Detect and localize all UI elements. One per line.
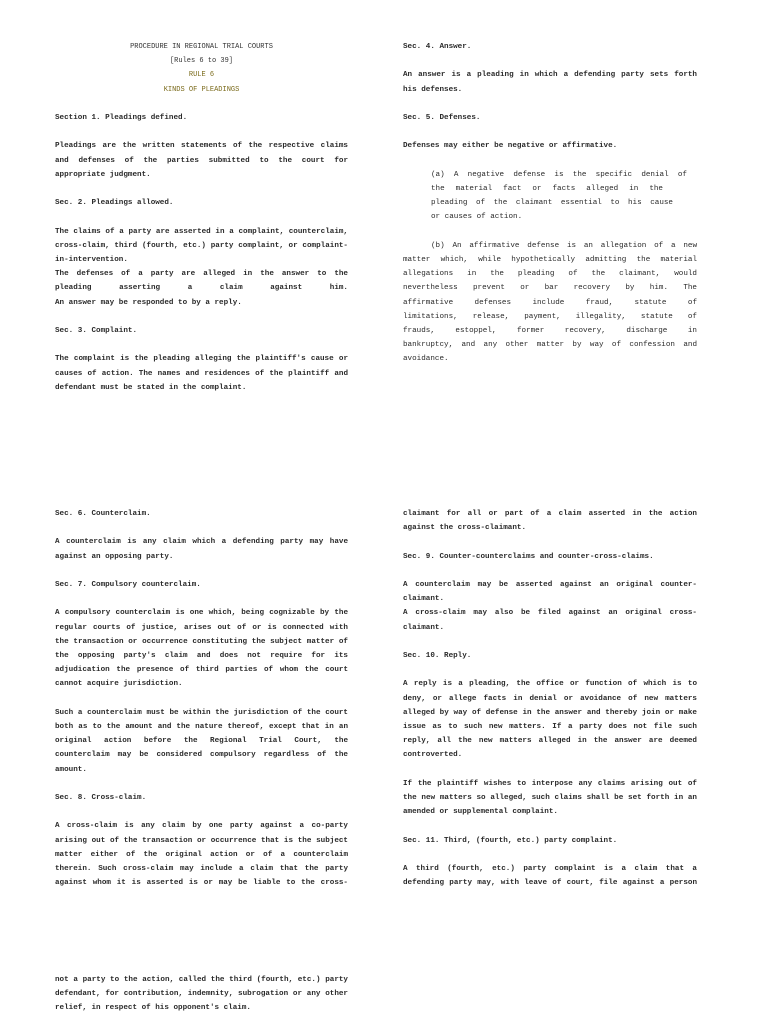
- text-line: the transaction or occurrence constituting the subject matter of: [55, 637, 348, 646]
- left-column: [55, 507, 348, 890]
- text-line: Pleadings are the written statements of the respective claims: [55, 142, 348, 151]
- document-page-1: [0, 0, 768, 500]
- text-line: against whom it is asserted is or may be liable to the cross-: [55, 879, 348, 888]
- left-column: [55, 111, 348, 395]
- text-line: A cross-claim may also be filed against an original cross-: [403, 609, 697, 618]
- text-line: The claims of a party are asserted in a complaint, counterclaim,: [55, 227, 348, 236]
- text-line: bankruptcy, and any other matter by way of confession and: [403, 341, 697, 350]
- section-heading: Sec. 9. Counter-counterclaims and counter-cross-claims.: [403, 552, 654, 561]
- text-line: both as to the amount and the nature thereof, except that in an: [55, 722, 348, 731]
- text-line: causes of action. The names and residences of the plaintiff and: [55, 369, 348, 378]
- text-line: An answer is a pleading in which a defending party sets forth: [403, 71, 697, 80]
- text-line: the opposing party's claim and does not require for its: [55, 651, 348, 660]
- text-line: the new matters so alleged, such claims shall be set forth in an: [403, 793, 697, 802]
- text-line: defendant must be stated in the complaint.: [55, 383, 247, 392]
- section-heading: Sec. 4. Answer.: [403, 43, 472, 51]
- text-line: deny, or allege facts in denial or avoidance of new matters: [403, 694, 697, 703]
- text-line: The defenses of a party are alleged in the answer to the: [55, 270, 348, 279]
- text-line: limitations, release, payment, illegality, statute of: [403, 312, 697, 321]
- document-title: PROCEDURE IN REGIONAL TRIAL COURTS: [130, 43, 273, 51]
- rule-number: RULE 6: [188, 71, 215, 80]
- text-line: A counterclaim may be asserted against an original counter-: [403, 580, 697, 589]
- text-line: alleged by way of defense in the answer and thereby join or make: [403, 708, 697, 717]
- text-line: amount.: [55, 765, 87, 774]
- text-line: claimant.: [403, 595, 445, 604]
- text-line: pleading asserting a claim against him.: [55, 284, 348, 293]
- text-line: cross-claim, third (fourth, etc.) party complaint, or complaint-: [55, 241, 348, 250]
- section-heading: Sec. 2. Pleadings allowed.: [55, 199, 174, 208]
- text-line: issue as to such new matters. If a party does not file such: [403, 722, 697, 731]
- section-heading: Sec. 5. Defenses.: [403, 113, 481, 122]
- document-page-3: [0, 960, 768, 1024]
- right-column: [403, 40, 697, 367]
- text-line: against an opposing party.: [55, 552, 174, 561]
- section-heading: Sec. 8. Cross-claim.: [55, 793, 147, 802]
- text-line: reply, all the new matters alleged in the answer are deemed: [403, 737, 697, 746]
- text-line: therein. Such cross-claim may include a claim that the party: [55, 864, 348, 873]
- text-line: cannot acquire jurisdiction.: [55, 680, 183, 689]
- text-line: (a) A negative defense is the specific denial of: [431, 170, 687, 179]
- section-heading: Sec. 7. Compulsory counterclaim.: [55, 580, 201, 589]
- rules-range: [Rules 6 to 39]: [169, 57, 233, 66]
- defense-a: [403, 168, 697, 225]
- text-line: frauds, estoppel, former recovery, discharge in: [403, 326, 697, 335]
- text-line: avoidance.: [403, 355, 449, 364]
- section-heading: Sec. 3. Complaint.: [55, 326, 138, 335]
- text-line: appropriate judgment.: [55, 170, 151, 179]
- text-line: not a party to the action, called the third (fourth, etc.) party: [55, 976, 348, 984]
- text-line: or causes of action.: [431, 213, 523, 222]
- document-page-2: [0, 500, 768, 945]
- text-line: A third (fourth, etc.) party complaint is a claim that a: [403, 864, 697, 873]
- text-line: Such a counterclaim must be within the jurisdiction of the court: [55, 708, 348, 717]
- text-line: his defenses.: [403, 85, 463, 94]
- text-line: A reply is a pleading, the office or function of which is to: [403, 680, 697, 689]
- text-line: original action before the Regional Trial Court, the: [55, 737, 348, 746]
- text-line: defendant, for contribution, indemnity, subrogation or any other: [55, 990, 348, 999]
- right-column: [403, 507, 697, 890]
- text-line: pleading of the claimant essential to his cause: [431, 199, 673, 208]
- text-line: affirmative defenses include fraud, statute of: [403, 298, 697, 307]
- text-line: A counterclaim is any claim which a defending party may have: [55, 538, 348, 547]
- text-line: arising out of the transaction or occurrence that is the subject: [55, 836, 348, 845]
- text-line: relief, in respect of his opponent's claim.: [55, 1004, 251, 1013]
- section-heading: Sec. 6. Counterclaim.: [55, 510, 151, 518]
- text-line: If the plaintiff wishes to interpose any claims arising out of: [403, 779, 697, 788]
- text-line: the material fact or facts alleged in the: [431, 184, 663, 193]
- text-line: The complaint is the pleading alleging the plaintiff's cause or: [55, 355, 348, 364]
- page-header: [55, 40, 348, 97]
- text-line: (b) An affirmative defense is an allegation of a new: [431, 241, 697, 250]
- text-line: A cross-claim is any claim by one party against a co-party: [55, 822, 348, 831]
- text-line: controverted.: [403, 751, 463, 760]
- rule-title: KINDS OF PLEADINGS: [163, 85, 240, 94]
- text-line: matter either of the original action or of a counterclaim: [55, 850, 348, 859]
- section-heading: Section 1. Pleadings defined.: [55, 114, 188, 122]
- defense-b: [403, 239, 697, 367]
- text-line: amended or supplemental complaint.: [403, 808, 558, 817]
- text-line: in-intervention.: [55, 255, 128, 264]
- text-line: nevertheless prevent or bar recovery by him. The: [403, 284, 697, 293]
- section-heading: Sec. 10. Reply.: [403, 651, 472, 660]
- text-line: A compulsory counterclaim is one which, being cognizable by the: [55, 609, 348, 618]
- text-line: matter which, while hypothetically admitting the material: [403, 255, 697, 264]
- text-line: regular courts of justice, arises out of or is connected with: [55, 623, 348, 632]
- text-line: allegations in the pleading of the claimant, would: [403, 270, 697, 279]
- left-column: [55, 973, 348, 1016]
- text-line: counterclaim may be considered compulsory regardless of the: [55, 751, 348, 760]
- text-line: claimant for all or part of a claim asserted in the action: [403, 510, 697, 518]
- text-line: defending party may, with leave of court, file against a person: [403, 879, 697, 888]
- text-line: adjudication the presence of third parties of whom the court: [55, 666, 348, 675]
- text-line: and defenses of the parties submitted to the court for: [55, 156, 348, 165]
- text-line: Defenses may either be negative or affirmative.: [403, 142, 618, 151]
- text-line: against the cross-claimant.: [403, 524, 527, 533]
- text-line: claimant.: [403, 623, 445, 632]
- section-heading: Sec. 11. Third, (fourth, etc.) party complaint.: [403, 836, 618, 845]
- text-line: An answer may be responded to by a reply.: [55, 298, 242, 307]
